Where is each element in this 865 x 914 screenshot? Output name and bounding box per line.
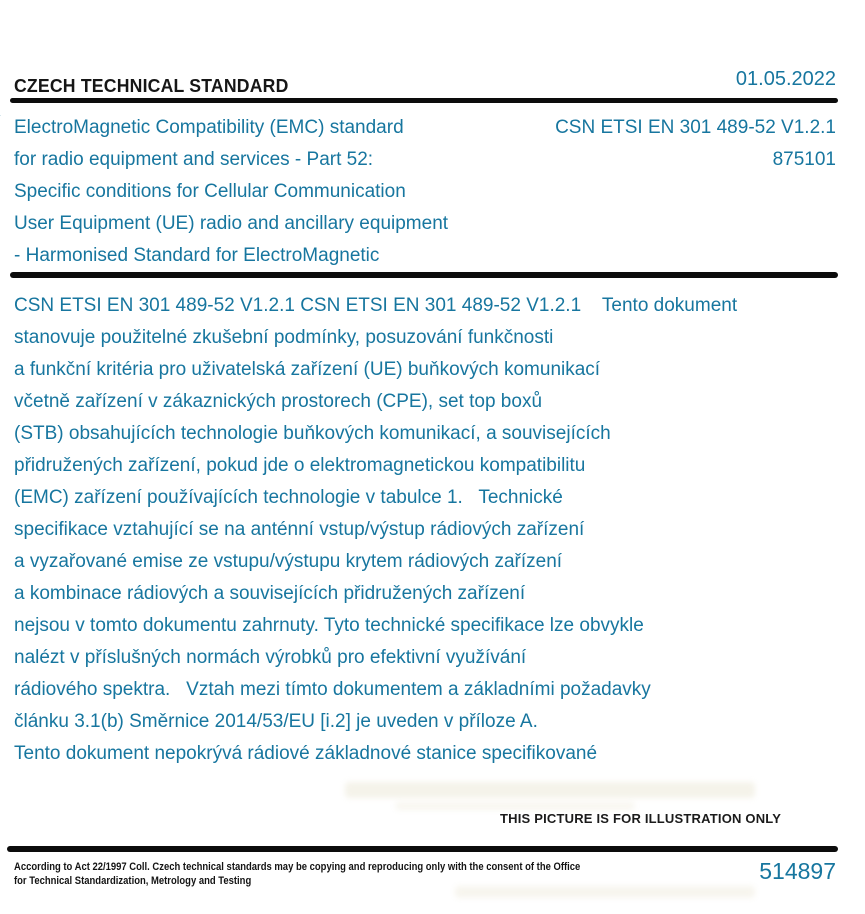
faint-watermark xyxy=(345,782,755,798)
abstract-line: specifikace vztahující se na anténní vstup/výstup rádiových zařízení xyxy=(14,519,585,540)
abstract-line: a vyzařované emise ze vstupu/výstupu krytem rádiových zařízení xyxy=(14,551,563,572)
abstract-line: CSN ETSI EN 301 489-52 V1.2.1 CSN ETSI EN 301 489-52 V1.2.1 Tento dokument xyxy=(14,295,738,316)
standard-title-line: ElectroMagnetic Compatibility (EMC) standard xyxy=(14,117,404,138)
abstract-line: nalézt v příslušných normách výrobků pro efektivní využívání xyxy=(14,647,527,668)
standard-title-line: User Equipment (UE) radio and ancillary equipment xyxy=(14,213,449,234)
copyright-line: According to Act 22/1997 Coll. Czech technical standards may be copying and reproducing only with the consent of the Office xyxy=(14,861,581,873)
header-divider xyxy=(10,98,838,103)
abstract-line: (STB) obsahujících technologie buňkových komunikací, a souvisejících xyxy=(14,423,611,444)
abstract-line: článku 3.1(b) Směrnice 2014/53/EU [i.2] je uveden v příloze A. xyxy=(14,711,538,732)
abstract-line: (EMC) zařízení používajících technologie v tabulce 1. Technické xyxy=(14,487,563,508)
abstract-line: nejsou v tomto dokumentu zahrnuty. Tyto technické specifikace lze obvykle xyxy=(14,615,644,636)
issue-date: 01.05.2022 xyxy=(735,68,836,90)
page-title: CZECH TECHNICAL STANDARD xyxy=(14,76,289,96)
footer-divider xyxy=(7,846,838,852)
copyright-line: for Technical Standardization, Metrology and Testing xyxy=(14,875,252,887)
abstract-line: stanovuje použitelné zkušební podmínky, posuzování funkčnosti xyxy=(14,327,554,348)
abstract-line: a funkční kritéria pro uživatelská zařízení (UE) buňkových komunikací xyxy=(14,359,601,380)
faint-watermark xyxy=(395,802,635,810)
standard-title-line: for radio equipment and services - Part 52: xyxy=(14,149,374,170)
abstract-line: přidružených zařízení, pokud jde o elektromagnetickou kompatibilitu xyxy=(14,455,586,476)
abstract-line: a kombinace rádiových a souvisejících přidružených zařízení xyxy=(14,583,526,604)
abstract-line: rádiového spektra. Vztah mezi tímto dokumentem a základními požadavky xyxy=(14,679,651,700)
illustration-only-notice: THIS PICTURE IS FOR ILLUSTRATION ONLY xyxy=(500,811,782,826)
standard-designation: CSN ETSI EN 301 489-52 V1.2.1 xyxy=(555,117,836,138)
standard-title-line: Specific conditions for Cellular Communication xyxy=(14,181,406,202)
abstract-line: Tento dokument nepokrývá rádiové základnové stanice specifikované xyxy=(14,743,598,764)
title-divider xyxy=(10,272,838,278)
catalog-number: 875101 xyxy=(772,149,836,170)
standard-identification xyxy=(506,112,836,176)
copyright-notice xyxy=(14,860,616,888)
document-number: 514897 xyxy=(759,858,836,884)
abstract-line: včetně zařízení v zákaznických prostorech (CPE), set top boxů xyxy=(14,391,543,412)
standard-title-line: - Harmonised Standard for ElectroMagnetic xyxy=(14,245,380,266)
standard-title xyxy=(14,112,534,272)
abstract-text xyxy=(14,290,850,770)
page-edge-artifact xyxy=(0,112,1,136)
